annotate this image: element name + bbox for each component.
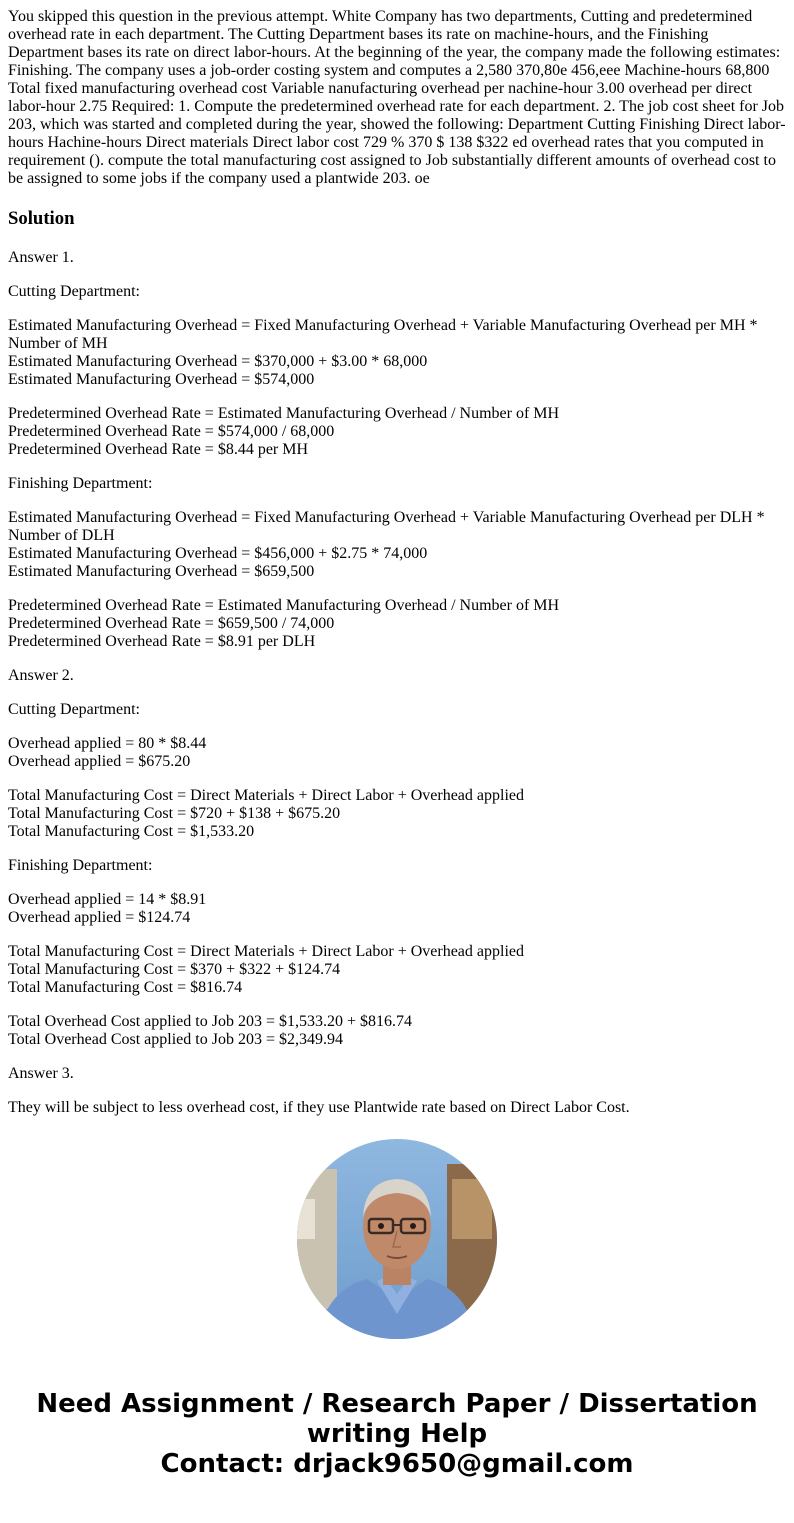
formula-line: Predetermined Overhead Rate = $659,500 / 74,000 [8,615,335,632]
formula-line: Predetermined Overhead Rate = $8.91 per DLH [8,633,316,650]
answer-2-finishing-applied [8,891,786,927]
question-text: You skipped this question in the previous attempt. White Company has two departments, Cutting and predetermined overhead rate in each department. The Cutting Department bases its rate on machine-hours, and the Finishing Department bases its rate on direct labor-hours. At the beginning of the year, the company made the following estimates: Finishing. The company uses a job-order costing system and computes a 2,580 370,80e 456,eee Machine-hours 68,800 Total fixed manufacturing overhead cost Variable nanufacturing overhead per nachine-hour 3.00 overhead per direct labor-hour 2.75 Required: 1. Compute the predetermined overhead rate for each department. 2. The job cost sheet for Job 203, which was started and completed during the year, showed the following: Department Cutting Finishing Direct labor-hours Hachine-hours Direct materials Direct labor cost 729 % 370 $ 138 $322 ed overhead rates that you computed in requirement (). compute the total manufacturing cost assigned to Job substantially different amounts of overhead cost to be assigned to some jobs if the company used a plantwide 203. oe [8,8,786,187]
answer-2-cutting-total [8,787,786,841]
answer-2-finishing-total [8,943,786,997]
promo-contact: Contact: drjack9650@gmail.com [160,1449,634,1479]
formula-line: Total Manufacturing Cost = $1,533.20 [8,823,255,840]
answer-2-cutting-applied [8,735,786,771]
solution-body [8,249,786,1117]
answer-1-finishing-overhead [8,509,786,581]
formula-line: Predetermined Overhead Rate = $8.44 per MH [8,441,309,458]
answer-3-text: They will be subject to less overhead cost, if they use Plantwide rate based on Direct Labor Cost. [8,1099,630,1116]
answer-1-finishing-rate [8,597,786,651]
promo-banner [8,1389,786,1479]
formula-line: Estimated Manufacturing Overhead = Fixed Manufacturing Overhead + Variable Manufacturing Overhead per DLH * Number of DLH [8,509,765,544]
answer-1-label: Answer 1. [8,249,74,266]
formula-line: Estimated Manufacturing Overhead = $659,500 [8,563,315,580]
formula-line: Total Manufacturing Cost = $720 + $138 + $675.20 [8,805,341,822]
formula-line: Estimated Manufacturing Overhead = $574,000 [8,371,315,388]
formula-line: Predetermined Overhead Rate = Estimated Manufacturing Overhead / Number of MH [8,597,560,614]
formula-line: Predetermined Overhead Rate = $574,000 / 68,000 [8,423,335,440]
author-photo-wrap [8,1139,786,1339]
formula-line: Estimated Manufacturing Overhead = $456,000 + $2.75 * 74,000 [8,545,428,562]
formula-line: Total Overhead Cost applied to Job 203 = $1,533.20 + $816.74 [8,1013,412,1030]
formula-line: Estimated Manufacturing Overhead = $370,000 + $3.00 * 68,000 [8,353,428,370]
author-photo [297,1139,497,1339]
answer-2-finishing-heading: Finishing Department: [8,857,153,874]
promo-line-2: writing Help [306,1419,488,1449]
answer-1-cutting-heading: Cutting Department: [8,283,140,300]
formula-line: Total Manufacturing Cost = Direct Materials + Direct Labor + Overhead applied [8,787,524,804]
author-portrait-image [297,1139,497,1339]
answer-2-label: Answer 2. [8,667,74,684]
answer-3-label: Answer 3. [8,1065,74,1082]
formula-line: Total Manufacturing Cost = $370 + $322 + $124.74 [8,961,341,978]
answer-1-cutting-rate [8,405,786,459]
formula-line: Overhead applied = $675.20 [8,753,191,770]
formula-line: Estimated Manufacturing Overhead = Fixed Manufacturing Overhead + Variable Manufacturing Overhead per MH * Number of MH [8,317,758,352]
answer-1-finishing-heading: Finishing Department: [8,475,153,492]
promo-line-1: Need Assignment / Research Paper / Dissertation [36,1389,758,1419]
formula-line: Overhead applied = 80 * $8.44 [8,735,207,752]
formula-line: Total Overhead Cost applied to Job 203 = $2,349.94 [8,1031,343,1048]
formula-line: Overhead applied = $124.74 [8,909,191,926]
formula-line: Total Manufacturing Cost = $816.74 [8,979,243,996]
formula-line: Total Manufacturing Cost = Direct Materials + Direct Labor + Overhead applied [8,943,524,960]
solution-heading: Solution [8,208,75,229]
answer-2-cutting-heading: Cutting Department: [8,701,140,718]
answer-1-cutting-overhead [8,317,786,389]
answer-2-job-total [8,1013,786,1049]
formula-line: Predetermined Overhead Rate = Estimated Manufacturing Overhead / Number of MH [8,405,560,422]
formula-line: Overhead applied = 14 * $8.91 [8,891,207,908]
